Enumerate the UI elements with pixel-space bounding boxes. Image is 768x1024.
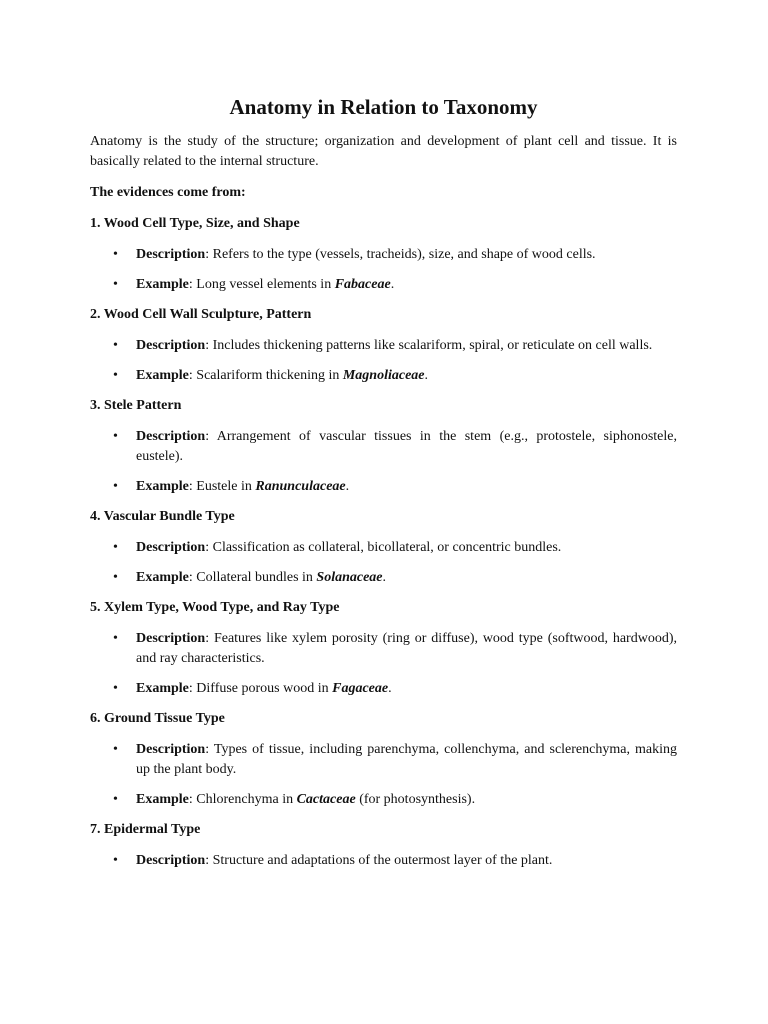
description-text: : Features like xylem porosity (ring or diffuse), wood type (softwood, hardwood), and ray characteristics. <box>136 631 677 666</box>
section-heading: 6. Ground Tissue Type <box>90 711 225 726</box>
example-text: : Chlorenchyma in <box>188 792 297 807</box>
section-heading: 4. Vascular Bundle Type <box>90 509 235 524</box>
description-text: : Types of tissue, including parenchyma, collenchyma, and sclerenchyma, making up the plant body. <box>136 742 677 777</box>
description-text: : Classification as collateral, bicollateral, or concentric bundles. <box>205 540 562 555</box>
example-label: Example <box>136 570 189 585</box>
example-taxon: Fabaceae <box>334 277 391 292</box>
example-text: : Scalariform thickening in <box>188 368 343 383</box>
example-suffix: (for photosynthesis). <box>355 792 476 807</box>
bullet-icon: • <box>113 792 118 807</box>
bullet-list <box>90 629 677 699</box>
section-4 <box>90 507 677 588</box>
example-suffix: . <box>390 277 395 292</box>
bullet-icon: • <box>113 853 118 868</box>
bullet-icon: • <box>113 479 118 494</box>
section-heading: 1. Wood Cell Type, Size, and Shape <box>90 216 300 231</box>
bullet-list <box>90 245 677 295</box>
bullet-list <box>90 851 677 871</box>
example-suffix: . <box>345 479 350 494</box>
description-item <box>90 538 677 558</box>
description-item <box>90 245 677 265</box>
description-label: Description <box>136 540 206 555</box>
bullet-icon: • <box>113 742 118 757</box>
example-text: : Eustele in <box>188 479 256 494</box>
section-5 <box>90 598 677 699</box>
bullet-list <box>90 427 677 497</box>
example-label: Example <box>136 277 189 292</box>
section-1 <box>90 214 677 295</box>
example-label: Example <box>136 792 189 807</box>
bullet-icon: • <box>113 429 118 444</box>
description-item <box>90 427 677 467</box>
bullet-icon: • <box>113 681 118 696</box>
example-suffix: . <box>388 681 392 696</box>
description-label: Description <box>136 338 206 353</box>
example-text: : Collateral bundles in <box>188 570 317 585</box>
section-heading: 5. Xylem Type, Wood Type, and Ray Type <box>90 600 340 615</box>
bullet-icon: • <box>113 247 118 262</box>
example-item <box>90 568 677 588</box>
description-item <box>90 336 677 356</box>
example-item <box>90 366 677 386</box>
section-2 <box>90 305 677 386</box>
description-item <box>90 740 677 780</box>
description-text: : Arrangement of vascular tissues in the stem (e.g., protostele, siphonostele, eustele). <box>136 429 677 464</box>
example-item <box>90 275 677 295</box>
bullet-list <box>90 538 677 588</box>
example-taxon: Ranunculaceae <box>255 479 346 494</box>
section-7 <box>90 820 677 871</box>
description-label: Description <box>136 247 206 262</box>
example-suffix: . <box>382 570 387 585</box>
example-item <box>90 477 677 497</box>
bullet-icon: • <box>113 338 118 353</box>
description-label: Description <box>136 429 206 444</box>
description-text: : Refers to the type (vessels, tracheids), size, and shape of wood cells. <box>205 247 596 262</box>
example-label: Example <box>136 479 189 494</box>
section-3 <box>90 396 677 497</box>
bullet-icon: • <box>113 540 118 555</box>
example-taxon: Solanaceae <box>316 570 383 585</box>
example-suffix: . <box>424 368 429 383</box>
example-item <box>90 790 677 810</box>
example-taxon: Magnoliaceae <box>342 368 425 383</box>
bullet-icon: • <box>113 631 118 646</box>
description-item <box>90 629 677 669</box>
section-heading: 7. Epidermal Type <box>90 822 201 837</box>
example-text: : Diffuse porous wood in <box>188 681 333 696</box>
bullet-icon: • <box>113 277 118 292</box>
description-item <box>90 851 677 871</box>
document-page <box>90 92 677 881</box>
section-6 <box>90 709 677 810</box>
bullet-icon: • <box>113 570 118 585</box>
example-label: Example <box>136 368 189 383</box>
section-heading: 3. Stele Pattern <box>90 398 182 413</box>
description-label: Description <box>136 853 206 868</box>
example-taxon: Cactaceae <box>296 792 356 807</box>
description-text: : Structure and adaptations of the outermost layer of the plant. <box>205 853 553 868</box>
evidence-lead: The evidences come from: <box>90 185 246 200</box>
description-label: Description <box>136 742 206 757</box>
bullet-list <box>90 740 677 810</box>
bullet-list <box>90 336 677 386</box>
example-item <box>90 679 677 699</box>
intro-paragraph: Anatomy is the study of the structure; organization and development of plant cell and tissue. It is basically related to the internal structure. <box>90 134 677 169</box>
document-title: Anatomy in Relation to Taxonomy <box>229 95 538 119</box>
example-taxon: Fagaceae <box>332 681 389 696</box>
description-text: : Includes thickening patterns like scalariform, spiral, or reticulate on cell walls. <box>205 338 653 353</box>
bullet-icon: • <box>113 368 118 383</box>
description-label: Description <box>136 631 206 646</box>
section-heading: 2. Wood Cell Wall Sculpture, Pattern <box>90 307 312 322</box>
example-text: : Long vessel elements in <box>188 277 335 292</box>
example-label: Example <box>136 681 189 696</box>
